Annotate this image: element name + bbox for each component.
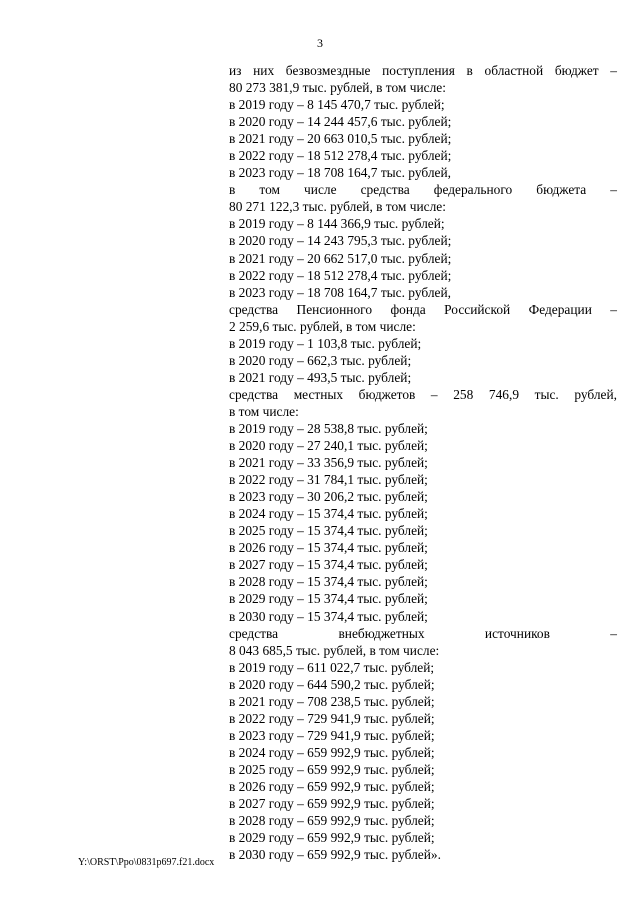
- file-path-footer: Y:\ORST\Ppo\0831p697.f21.docx: [78, 857, 215, 868]
- text-line: в 2019 году – 28 538,8 тыс. рублей;: [229, 420, 428, 436]
- text-line: в 2030 году – 15 374,4 тыс. рублей;: [229, 608, 428, 624]
- text-line: в 2025 году – 15 374,4 тыс. рублей;: [229, 523, 428, 539]
- text-line: в 2020 году – 27 240,1 тыс. рублей;: [229, 438, 428, 454]
- text-line: в 2024 году – 15 374,4 тыс. рублей;: [229, 506, 428, 522]
- text-line: в 2021 году – 33 356,9 тыс. рублей;: [229, 455, 428, 471]
- text-line: в 2029 году – 15 374,4 тыс. рублей;: [229, 591, 428, 607]
- document-body: [229, 62, 617, 863]
- text-line: в 2026 году – 659 992,9 тыс. рублей;: [229, 778, 435, 794]
- text-line: в 2023 году – 18 708 164,7 тыс. рублей,: [229, 165, 451, 181]
- text-line: 2 259,6 тыс. рублей, в том числе:: [229, 318, 416, 334]
- text-line: в 2026 году – 15 374,4 тыс. рублей;: [229, 540, 428, 556]
- text-line: 80 273 381,9 тыс. рублей, в том числе:: [229, 80, 446, 96]
- text-line: средства Пенсионного фонда Российской Федерации –: [229, 301, 617, 317]
- text-line: в том числе:: [229, 403, 299, 419]
- text-line: в 2027 году – 15 374,4 тыс. рублей;: [229, 557, 428, 573]
- text-line: средства местных бюджетов – 258 746,9 тыс. рублей,: [229, 386, 617, 402]
- text-line: средства внебюджетных источников –: [229, 625, 617, 641]
- text-line: в 2022 году – 729 941,9 тыс. рублей;: [229, 710, 435, 726]
- text-line: в 2030 году – 659 992,9 тыс. рублей».: [229, 847, 441, 863]
- text-line: в 2025 году – 659 992,9 тыс. рублей;: [229, 761, 435, 777]
- text-line: в 2022 году – 31 784,1 тыс. рублей;: [229, 472, 428, 488]
- text-line: в 2022 году – 18 512 278,4 тыс. рублей;: [229, 267, 452, 283]
- text-line: в 2019 году – 611 022,7 тыс. рублей;: [229, 659, 435, 675]
- text-line: в 2023 году – 30 206,2 тыс. рублей;: [229, 489, 428, 505]
- text-line: в том числе средства федерального бюджета –: [229, 182, 617, 198]
- text-line: 8 043 685,5 тыс. рублей, в том числе:: [229, 642, 440, 658]
- text-line: в 2020 году – 14 244 457,6 тыс. рублей;: [229, 114, 452, 130]
- text-line: в 2020 году – 644 590,2 тыс. рублей;: [229, 676, 435, 692]
- text-line: в 2020 году – 14 243 795,3 тыс. рублей;: [229, 233, 452, 249]
- text-line: в 2023 году – 18 708 164,7 тыс. рублей,: [229, 284, 451, 300]
- text-line: в 2021 году – 493,5 тыс. рублей;: [229, 369, 412, 385]
- text-line: в 2022 году – 18 512 278,4 тыс. рублей;: [229, 148, 452, 164]
- text-line: из них безвозмездные поступления в областной бюджет –: [229, 63, 617, 78]
- text-line: в 2029 году – 659 992,9 тыс. рублей;: [229, 830, 435, 846]
- text-line: в 2021 году – 20 663 010,5 тыс. рублей;: [229, 131, 452, 147]
- text-line: 80 271 122,3 тыс. рублей, в том числе:: [229, 199, 446, 215]
- text-line: в 2019 году – 8 144 366,9 тыс. рублей;: [229, 216, 445, 232]
- text-line: в 2028 году – 659 992,9 тыс. рублей;: [229, 813, 435, 829]
- text-line: в 2021 году – 708 238,5 тыс. рублей;: [229, 693, 435, 709]
- text-line: в 2023 году – 729 941,9 тыс. рублей;: [229, 727, 435, 743]
- text-line: в 2019 году – 8 145 470,7 тыс. рублей;: [229, 97, 445, 113]
- text-line: в 2020 году – 662,3 тыс. рублей;: [229, 352, 412, 368]
- page-number: 3: [317, 36, 323, 50]
- text-line: в 2024 году – 659 992,9 тыс. рублей;: [229, 744, 435, 760]
- text-line: в 2027 году – 659 992,9 тыс. рублей;: [229, 796, 435, 812]
- text-line: в 2028 году – 15 374,4 тыс. рублей;: [229, 574, 428, 590]
- text-line: в 2021 году – 20 662 517,0 тыс. рублей;: [229, 250, 452, 266]
- text-line: в 2019 году – 1 103,8 тыс. рублей;: [229, 335, 422, 351]
